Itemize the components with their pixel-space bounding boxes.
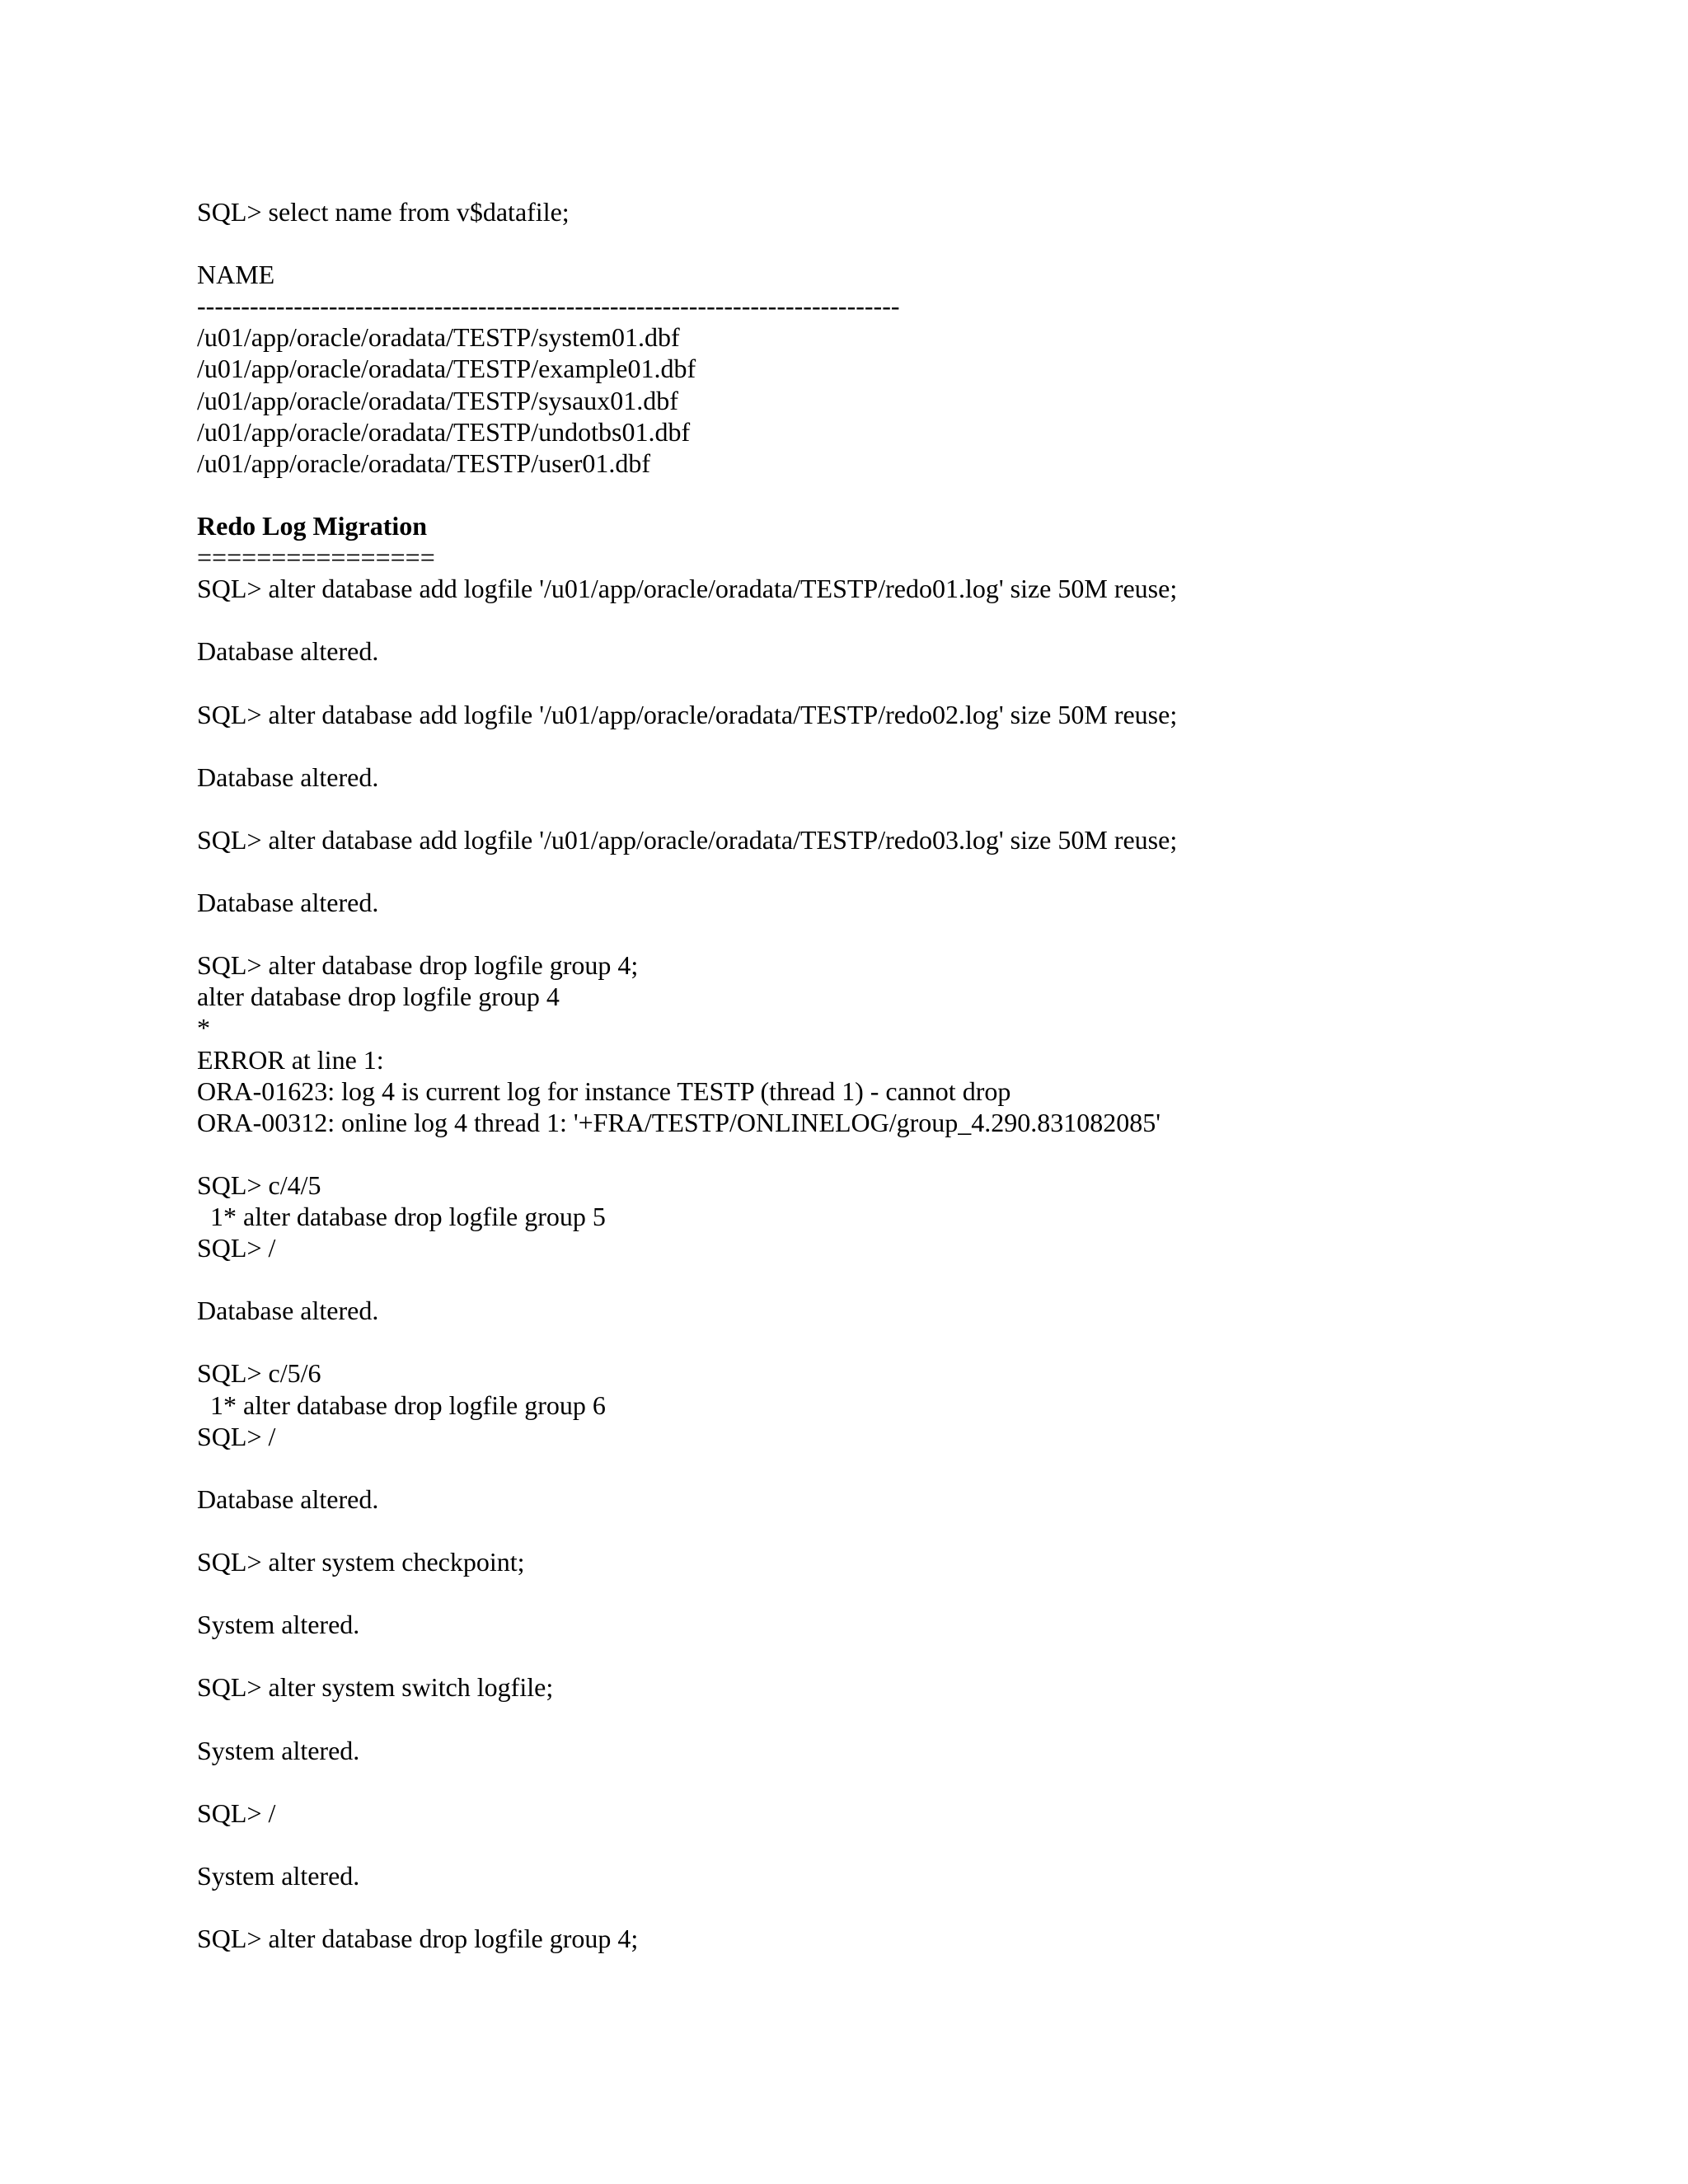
- text-line: Database altered.: [197, 762, 379, 792]
- text-line: SQL> select name from v$datafile;: [197, 197, 570, 227]
- blank-line: [197, 1640, 1598, 1671]
- text-line: Database altered.: [197, 888, 379, 918]
- text-line: 1* alter database drop logfile group 6: [197, 1390, 606, 1420]
- blank-line: [197, 1829, 1598, 1860]
- blank-line: [197, 479, 1598, 510]
- text-line: SQL> c/4/5: [197, 1169, 321, 1200]
- text-line: SQL> alter database drop logfile group 4;: [197, 1924, 639, 1954]
- text-line: System altered.: [197, 1860, 360, 1891]
- text-line: SQL> /: [197, 1421, 276, 1451]
- text-line: 1* alter database drop logfile group 5: [197, 1202, 606, 1231]
- text-line: SQL> c/5/6: [197, 1358, 321, 1389]
- text-line: --------------------------------------------------------------------------------: [197, 291, 900, 321]
- text-line: Database altered.: [197, 1483, 379, 1514]
- text-line: Database altered.: [197, 1296, 379, 1326]
- text-line: alter database drop logfile group 4: [197, 982, 560, 1012]
- blank-line: [197, 1138, 1598, 1169]
- text-line: SQL> alter database add logfile '/u01/app/oracle/oradata/TESTP/redo02.log' size 50M reuse;: [197, 699, 1178, 729]
- text-line: *: [197, 1013, 210, 1043]
- blank-line: [197, 730, 1598, 762]
- text-line: SQL> /: [197, 1797, 276, 1828]
- blank-line: [197, 918, 1598, 949]
- blank-line: [197, 855, 1598, 887]
- text-line: /u01/app/oracle/oradata/TESTP/example01.dbf: [197, 354, 696, 384]
- text-line: SQL> alter system checkpoint;: [197, 1547, 525, 1577]
- text-line: SQL> /: [197, 1233, 276, 1263]
- text-line: SQL> alter database add logfile '/u01/app/oracle/oradata/TESTP/redo01.log' size 50M reuse;: [197, 574, 1178, 604]
- text-line: ORA-01623: log 4 is current log for instance TESTP (thread 1) - cannot drop: [197, 1076, 1011, 1106]
- blank-line: [197, 1891, 1598, 1923]
- text-line: ERROR at line 1:: [197, 1044, 384, 1075]
- blank-line: [197, 1452, 1598, 1483]
- blank-line: [197, 1704, 1598, 1735]
- blank-line: [197, 1263, 1598, 1295]
- blank-line: [197, 1515, 1598, 1546]
- text-line: System altered.: [197, 1610, 360, 1640]
- blank-line: [197, 227, 1598, 259]
- blank-line: [197, 604, 1598, 635]
- text-line: SQL> alter system switch logfile;: [197, 1672, 554, 1703]
- text-line: /u01/app/oracle/oradata/TESTP/user01.dbf: [197, 448, 651, 478]
- blank-line: [197, 1766, 1598, 1797]
- text-line: /u01/app/oracle/oradata/TESTP/sysaux01.dbf: [197, 385, 678, 415]
- text-line: NAME: [197, 260, 275, 290]
- blank-line: [197, 667, 1598, 698]
- blank-line: [197, 793, 1598, 824]
- text-line: SQL> alter database drop logfile group 4;: [197, 950, 639, 981]
- text-line: Database altered.: [197, 636, 379, 667]
- text-line: ORA-00312: online log 4 thread 1: '+FRA/TESTP/ONLINELOG/group_4.290.831082085': [197, 1107, 1161, 1137]
- text-line: /u01/app/oracle/oradata/TESTP/undotbs01.dbf: [197, 416, 691, 447]
- text-line: System altered.: [197, 1735, 360, 1765]
- blank-line: [197, 1577, 1598, 1609]
- section-heading: Redo Log Migration: [197, 510, 428, 541]
- blank-line: [197, 1326, 1598, 1357]
- text-line: /u01/app/oracle/oradata/TESTP/system01.dbf: [197, 322, 680, 353]
- document-page: [197, 196, 1598, 1954]
- text-line: SQL> alter database add logfile '/u01/app/oracle/oradata/TESTP/redo03.log' size 50M reuse;: [197, 824, 1178, 855]
- text-line: ================: [197, 542, 435, 573]
